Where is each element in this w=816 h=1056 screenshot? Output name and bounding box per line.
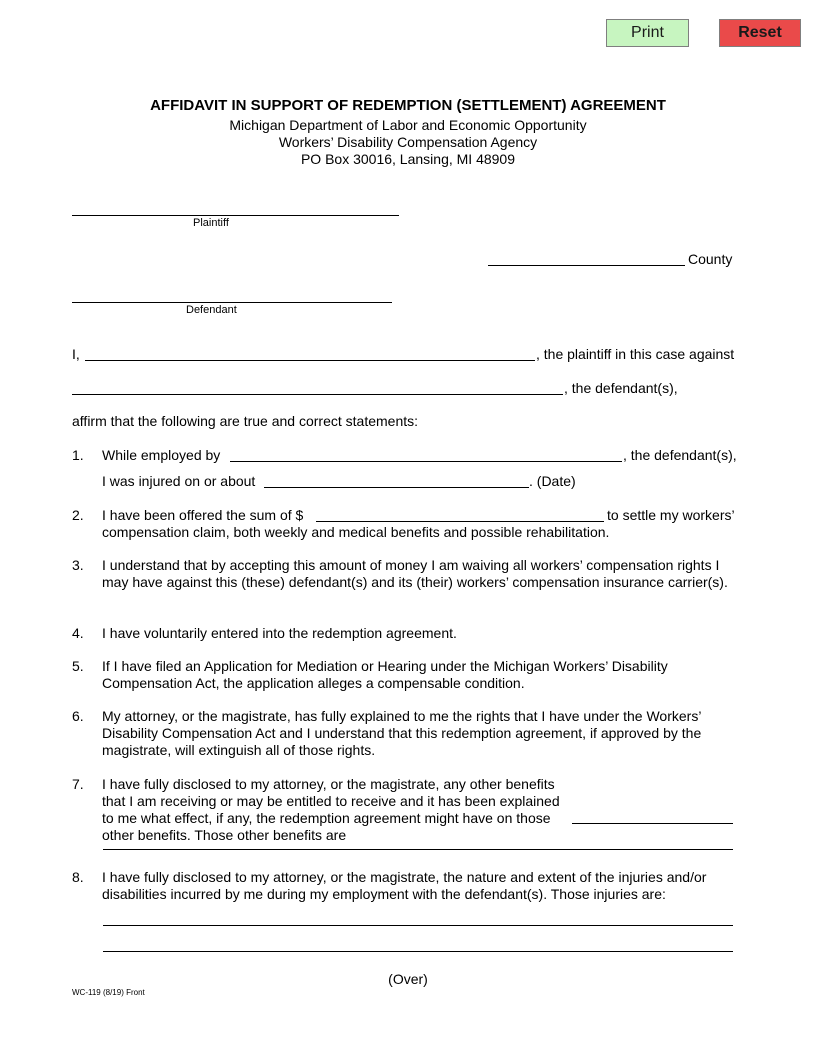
injuries-field-1[interactable]: [103, 925, 733, 926]
item-6-number: 6.: [72, 708, 84, 724]
reset-button[interactable]: Reset: [719, 19, 801, 47]
form-id: WC-119 (8/19) Front: [72, 988, 145, 997]
item-6-text: My attorney, or the magistrate, has fully explained to me the rights that I have under the Workers’ Disability Compensation Act and I understand that this redemption agreement, if approved by the magistrate, will extinguish all of those rights.: [102, 708, 702, 758]
item-1-text-a: While employed by: [102, 447, 221, 463]
item-8-text: I have fully disclosed to my attorney, or the magistrate, the nature and extent of the injuries and/or disabilities incurred by me during my employment with the defendant(s). Those injuries are:: [102, 869, 707, 902]
employer-field[interactable]: [230, 461, 622, 462]
print-button[interactable]: Print: [606, 19, 689, 47]
department-name: Michigan Department of Labor and Economic Opportunity: [229, 117, 587, 133]
over-indicator: (Over): [388, 971, 428, 987]
injuries-field-2[interactable]: [103, 951, 733, 952]
intro-plaintiff-suffix: , the plaintiff in this case against: [536, 346, 735, 362]
intro-prefix: I,: [72, 346, 80, 362]
agency-address: PO Box 30016, Lansing, MI 48909: [300, 151, 516, 167]
item-1-text-b: , the defendant(s),: [623, 447, 737, 463]
item-1-text-c: I was injured on or about: [102, 473, 256, 489]
county-field[interactable]: [488, 265, 685, 266]
plaintiff-name-field[interactable]: [72, 215, 399, 216]
settlement-amount-field[interactable]: [316, 521, 604, 522]
intro-defendant-suffix: , the defendant(s),: [564, 380, 678, 396]
affiant-name-field[interactable]: [85, 360, 535, 361]
form-title: AFFIDAVIT IN SUPPORT OF REDEMPTION (SETTLEMENT) AGREEMENT: [150, 97, 666, 114]
item-7-text: I have fully disclosed to my attorney, or the magistrate, any other benefits that I am receiving or may be entitled to receive and it has been explained to me what effect, if any, the redemption agreement might have on those other benefits. Those other benefits are: [102, 776, 560, 843]
affirm-statement: affirm that the following are true and correct statements:: [72, 413, 419, 429]
item-2-number: 2.: [72, 507, 84, 523]
item-5-number: 5.: [72, 658, 84, 674]
item-1-text-d: . (Date): [529, 473, 576, 489]
county-label: County: [688, 251, 733, 267]
item-1-number: 1.: [72, 447, 84, 463]
item-3-text: I understand that by accepting this amount of money I am waiving all workers’ compensation rights I may have against this (these) defendant(s) and its (their) workers’ compensation insurance carrier(s).: [102, 557, 728, 590]
item-8-number: 8.: [72, 869, 84, 885]
agency-name: Workers’ Disability Compensation Agency: [278, 134, 538, 150]
item-4-number: 4.: [72, 625, 84, 641]
injury-date-field[interactable]: [264, 487, 529, 488]
plaintiff-label: Plaintiff: [193, 217, 229, 229]
item-7-number: 7.: [72, 776, 84, 792]
item-2-text-a: I have been offered the sum of $: [102, 507, 304, 523]
defendants-field[interactable]: [72, 394, 563, 395]
item-5-text: If I have filed an Application for Mediation or Hearing under the Michigan Workers’ Disability Compensation Act, the application alleges a compensable condition.: [102, 658, 668, 691]
item-2-text-b: to settle my workers’: [607, 507, 735, 523]
item-4-text: I have voluntarily entered into the redemption agreement.: [102, 625, 457, 641]
item-3-number: 3.: [72, 557, 84, 573]
other-benefits-field-1[interactable]: [572, 823, 733, 824]
other-benefits-field-2[interactable]: [103, 849, 733, 850]
defendant-label: Defendant: [186, 304, 237, 316]
defendant-name-field[interactable]: [72, 302, 392, 303]
item-2-text-c: compensation claim, both weekly and medical benefits and possible rehabilitation.: [102, 524, 610, 540]
